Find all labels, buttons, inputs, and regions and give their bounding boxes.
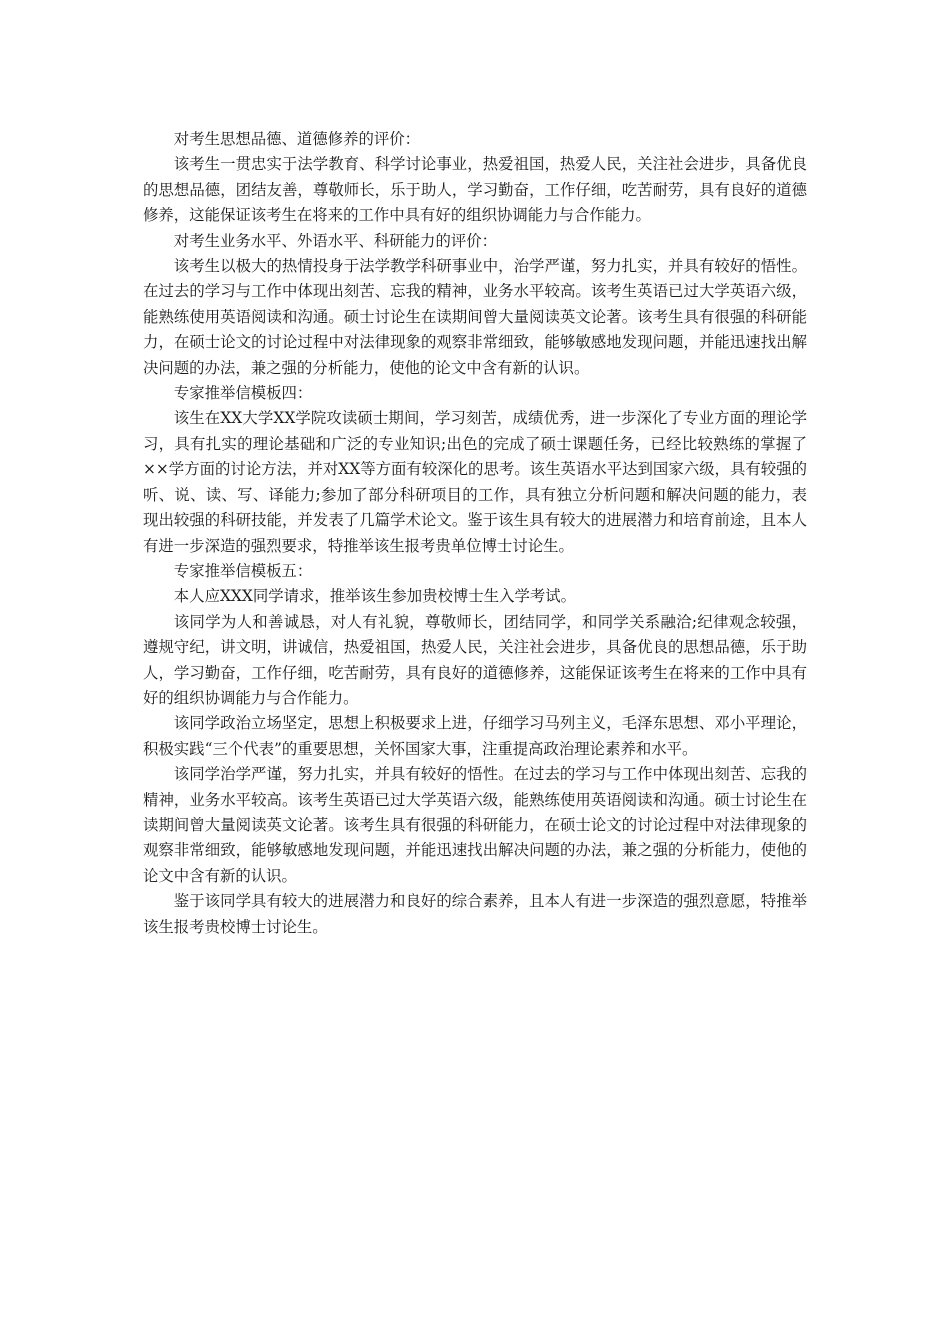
paragraph-heading-moral-evaluation: 对考生思想品德、道德修养的评价： (173, 130, 421, 148)
document-body (143, 127, 807, 940)
paragraph: 该生在XX大学XX学院攻读硕士期间，学习刻苦，成绩优秀，进一步深化了专业方面的理论学习，具有扎实的理论基础和广泛的专业知识;出色的完成了硕士课题任务，已经比较熟练的掌握了××学方面的讨论方法，并对XX等方面有较深化的思考。该生英语水平达到国家六级，具有较强的听、说、读、写、译能力;参加了部分科研项目的工作，具有独立分析问题和解决问题的能力，表现出较强的科研技能，并发表了几篇学术论文。鉴于该生具有较大的进展潜力和培育前途，且本人有进一步深造的强烈要求，特推举该生报考贵单位博士讨论生。 (143, 409, 807, 555)
paragraph-heading-professional-evaluation: 对考生业务水平、外语水平、科研能力的评价： (173, 231, 498, 250)
paragraph: 本人应XXX同学请求，推举该生参加贵校博士生入学考试。 (173, 587, 577, 606)
paragraph: 该同学为人和善诚恳，对人有礼貌，尊敬师长，团结同学，和同学关系融洽;纪律观念较强，遵规守纪，讲文明，讲诚信，热爱祖国，热爱人民，关注社会进步，具备优良的思想品德，乐于助人，学习勤奋，工作仔细，吃苦耐劳，具有良好的道德修养，这能保证该考生在将来的工作中具有好的组织协调能力与合作能力。 (143, 612, 807, 707)
paragraph: 鉴于该同学具有较大的进展潜力和良好的综合素养，且本人有进一步深造的强烈意愿，特推举该生报考贵校博士讨论生。 (143, 892, 807, 936)
paragraph: 该同学政治立场坚定，思想上积极要求上进，仔细学习马列主义，毛泽东思想、邓小平理论，积极实践“三个代表”的重要思想，关怀国家大事，注重提高政治理论素养和水平。 (143, 714, 807, 758)
paragraph: 该考生以极大的热情投身于法学教学科研事业中，治学严谨，努力扎实，并具有较好的悟性。在过去的学习与工作中体现出刻苦、忘我的精神，业务水平较高。该考生英语已过大学英语六级，能熟练使用英语阅读和沟通。硕士讨论生在读期间曾大量阅读英文论著。该考生具有很强的科研能力，在硕士论文的讨论过程中对法律现象的观察非常细致，能够敏感地发现问题，并能迅速找出解决问题的办法，兼之强的分析能力，使他的论文中含有新的认识。 (143, 257, 807, 377)
paragraph-heading-template-four: 专家推举信模板四： (173, 384, 313, 403)
paragraph: 该同学治学严谨，努力扎实，并具有较好的悟性。在过去的学习与工作中体现出刻苦、忘我的精神，业务水平较高。该考生英语已过大学英语六级，能熟练使用英语阅读和沟通。硕士讨论生在读期间曾大量阅读英文论著。该考生具有很强的科研能力，在硕士论文的讨论过程中对法律现象的观察非常细致，能够敏感地发现问题，并能迅速找出解决问题的办法，兼之强的分析能力，使他的论文中含有新的认识。 (143, 765, 807, 885)
paragraph-heading-template-five: 专家推举信模板五： (173, 561, 313, 580)
paragraph: 该考生一贯忠实于法学教育、科学讨论事业，热爱祖国，热爱人民，关注社会进步，具备优良的思想品德，团结友善，尊敬师长，乐于助人，学习勤奋，工作仔细，吃苦耐劳，具有良好的道德修养，这能保证该考生在将来的工作中具有好的组织协调能力与合作能力。 (143, 155, 807, 225)
